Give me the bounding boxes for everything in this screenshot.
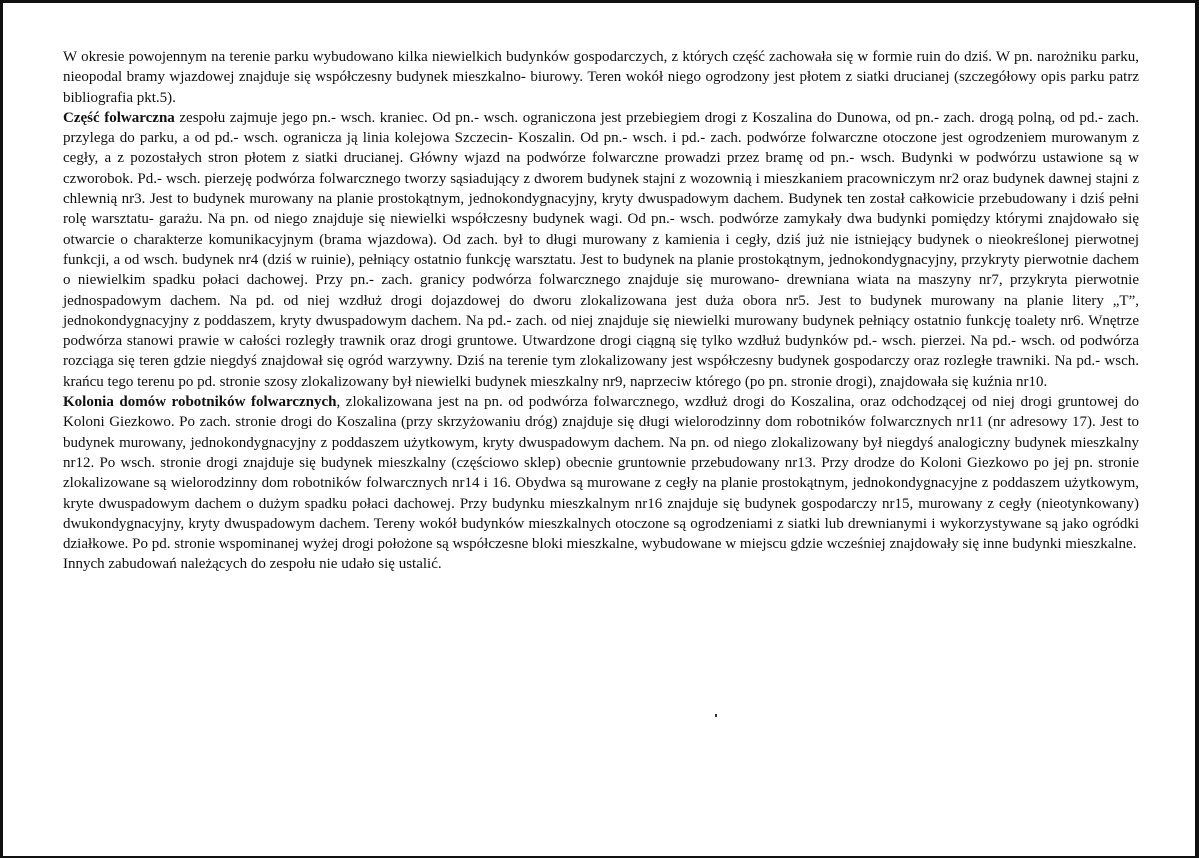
paragraph-text: , zlokalizowana jest na pn. od podwórza folwarcznego, wzdłuż drogi do Koszalina, oraz odchodzącej od niej drogi gruntowej do Koloni Giezkowo. Po zach. stronie drogi do Koszalina (przy skrzyżowaniu dróg) znajduje się długi wielorodzinny dom robotników folwarcznych nr11 (nr adresowy 17). Jest to budynek murowany, jednokondygnacyjny z poddaszem użytkowym, kryty dwuspadowym dachem. Na pn. od niego zlokalizowany był niegdyś analogiczny budynek mieszkalny nr12. Po wsch. stronie drogi znajduje się budynek mieszkalny (częściowo sklep) obecnie gruntownie przebudowany nr13. Przy drodze do Koloni Giezkowo po jej pn. stronie zlokalizowane są wielorodzinny dom robotników folwarcznych nr14 i 16. Obydwa są murowane z cegły na planie prostokątnym, jednokondygnacyjne z poddaszem użytkowym, kryte dwuspadowym dachem o dużym spadku połaci dachowej. Przy budynku mieszkalnym nr16 znajduje się budynek gospodarczy nr15, murowany z cegły (nieotynkowany) dwukondygnacyjny, kryty dwuspadowym dachem. Tereny wokół budynków mieszkalnych otoczone są ogrodzeniami z siatki lub drewnianymi i wykorzystywane są jako ogródki działkowe. Po pd. stronie wspominanej wyżej drogi położone są współczesne bloki mieszkalne, wybudowane w miejscu gdzie wcześniej znajdowały się inne budynki mieszkalne. [63, 394, 1139, 553]
paragraph-park-outbuildings [63, 47, 1139, 108]
section-heading-farm: Część folwarczna [63, 109, 175, 126]
paragraph-workers-colony [63, 392, 1139, 554]
paragraph-closing-note [63, 554, 1139, 574]
scan-speck [715, 714, 717, 717]
paragraph-farm-section [63, 108, 1139, 392]
paragraph-text: Innych zabudowań należących do zespołu nie udało się ustalić. [63, 556, 442, 573]
paragraph-text: W okresie powojennym na terenie parku wybudowano kilka niewielkich budynków gospodarczych, z których część zachowała się w formie ruin do dziś. W pn. narożniku parku, nieopodal bramy wjazdowej znajduje się współczesny budynek mieszkalno- biurowy. Teren wokół niego ogrodzony jest płotem z siatki drucianej (szczegółowy opis parku patrz bibliografia pkt.5). [63, 49, 1139, 106]
paragraph-text: zespołu zajmuje jego pn.- wsch. kraniec. Od pn.- wsch. ograniczona jest przebiegiem drogi z Koszalina do Dunowa, od pn.- zach. drogą polną, od pd.- zach. przylega do parku, a od pd.- wsch. ogranicza ją linia kolejowa Szczecin- Koszalin. Od pn.- wsch. i pd.- zach. podwórze folwarczne otoczone jest ogrodzeniem murowanym z cegły, a z pozostałych stron płotem z siatki drucianej. Główny wjazd na podwórze folwarczne prowadzi przez bramę od pn.- wsch. Budynki w podwórzu ustawione są w czworobok. Pd.- wsch. pierzeję podwórza folwarcznego tworzy sąsiadujący z dworem budynek stajni z wozownią i mieszkaniem pracowniczym nr2 oraz budynek dawnej stajni z chlewnią nr3. Jest to budynek murowany na planie prostokątnym, jednokondygnacyjny, kryty dwuspadowym dachem. Budynek ten został całkowicie przebudowany i dziś pełni rolę warsztatu- garażu. Na pn. od niego znajduje się niewielki współczesny budynek wagi. Od pn.- wsch. podwórze zamykały dwa budynki pomiędzy którymi znajdowało się otwarcie o charakterze komunikacyjnym (brama wjazdowa). Od zach. był to długi murowany z kamienia i cegły, dziś już nie istniejący budynek o nieokreślonej pierwotnej funkcji, a od wsch. budynek nr4 (dziś w ruinie), pełniący ostatnio funkcję warsztatu. Jest to budynek na planie prostokątnym, jednokondygnacyjny, przykryty pierwotnie dachem o niewielkim spadku połaci dachowej. Przy pn.- zach. granicy podwórza folwarcznego znajduje się murowano- drewniana wiata na maszyny nr7, przykryta pierwotnie jednospadowym dachem. Na pd. od niej wzdłuż drogi dojazdowej do dworu zlokalizowana jest duża obora nr5. Jest to budynek murowany na planie litery „T”, jednokondygnacyjny z poddaszem, kryty dwuspadowym dachem. Na pd.- zach. od niej znajduje się niewielki murowany budynek pełniący ostatnio funkcję toalety nr6. Wnętrze podwórza stanowi prawie w całości rozległy trawnik oraz drogi gruntowe. Utwardzone drogi ciągną się tylko wzdłuż budynków pd.- wsch. pierzei. Na pd.- wsch. od podwórza rozciąga się teren gdzie niegdyś znajdował się ogród warzywny. Dziś na terenie tym zlokalizowany jest współczesny budynek gospodarczy oraz rozległe trawniki. Na pd.- wsch. krańcu tego terenu po pd. stronie szosy zlokalizowany był niewielki budynek mieszkalny nr9, naprzeciw którego (po pn. stronie drogi), znajdowała się kuźnia nr10. [63, 109, 1139, 390]
section-heading-colony: Kolonia domów robotników folwarcznych [63, 394, 337, 411]
document-body [63, 47, 1139, 575]
